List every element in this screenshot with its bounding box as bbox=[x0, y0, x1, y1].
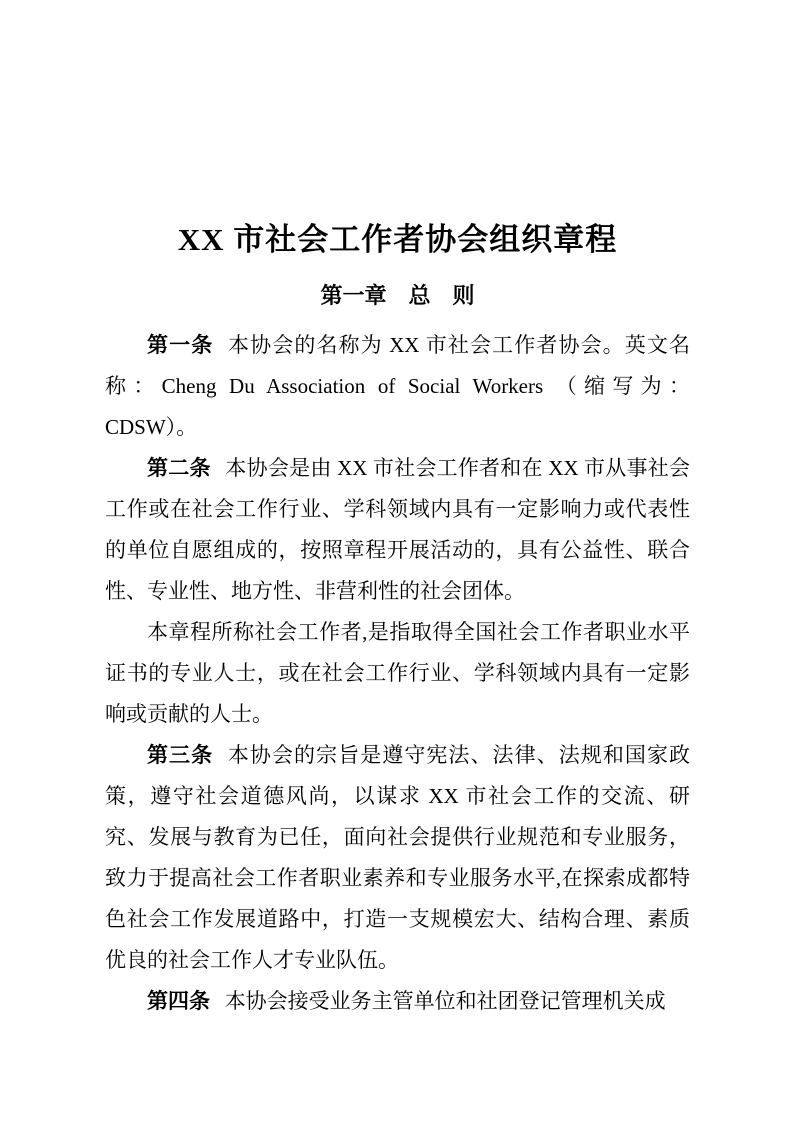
article-number: 第一条 bbox=[147, 333, 214, 357]
article-number: 第四条 bbox=[147, 989, 210, 1013]
chapter-heading: 第一章 总 则 bbox=[320, 283, 475, 308]
article-number: 第二条 bbox=[147, 456, 211, 480]
paragraph bbox=[105, 981, 690, 1022]
document-title: XX 市社会工作者协会组织章程 bbox=[177, 222, 618, 257]
paragraph-text: 本章程所称社会工作者,是指取得全国社会工作者职业水平证书的专业人士，或在社会工作行业、学科领域内具有一定影响或贡献的人士。 bbox=[105, 620, 690, 726]
paragraph-text: 本协会接受业务主管单位和社团登记管理机关成 bbox=[224, 989, 666, 1013]
paragraph-text: 本协会是由 XX 市社会工作者和在 XX 市从事社会工作或在社会工作行业、学科领域内具有一定影响力或代表性的单位自愿组成的，按照章程开展活动的，具有公益性、联合性、专业性、地方性、非营利性的社会团体。 bbox=[105, 456, 691, 603]
paragraph bbox=[105, 612, 690, 735]
paragraph-text: 本协会的宗旨是遵守宪法、法律、法规和国家政策，遵守社会道德风尚，以谋求 XX 市社会工作的交流、研究、发展与教育为已任，面向社会提供行业规范和专业服务，致力于提高社会工作者职业素养和专业服务水平,在探索成都特色社会工作发展道路中，打造一支规模宏大、结构合理、素质优良的社会工作人才专业队伍。 bbox=[105, 743, 690, 972]
article-number: 第三条 bbox=[147, 743, 214, 767]
paragraph bbox=[105, 448, 690, 612]
paragraph bbox=[105, 325, 690, 448]
paragraph-text: 本协会的名称为 XX 市社会工作者协会。英文名称：Cheng Du Association of Social Workers （缩写为：CDSW）。 bbox=[105, 333, 690, 439]
document-body bbox=[105, 325, 690, 1022]
paragraph bbox=[105, 735, 690, 981]
